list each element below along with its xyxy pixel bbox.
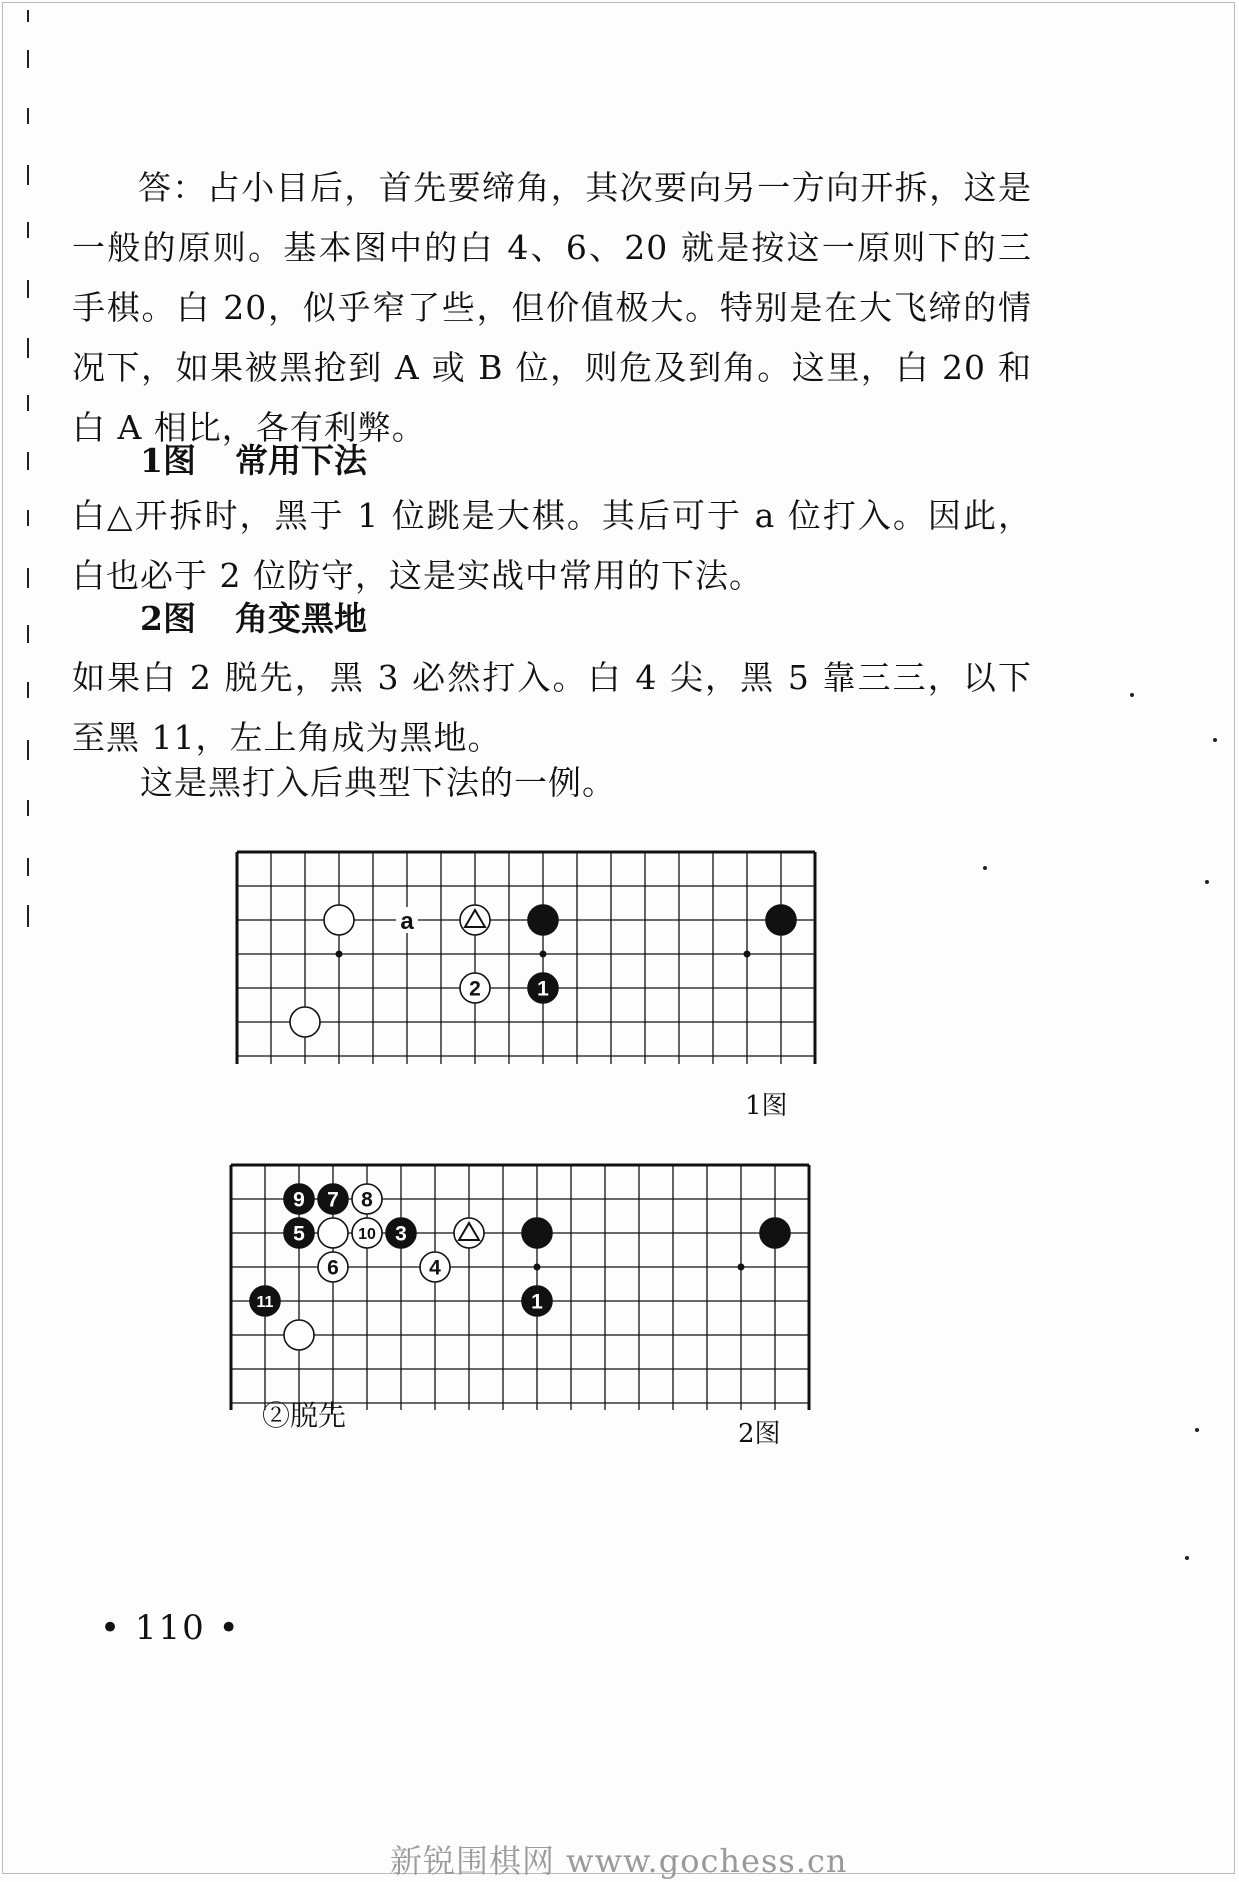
- scan-speck: [1195, 1428, 1199, 1432]
- binding-mark: [27, 568, 29, 588]
- binding-mark: [27, 395, 29, 411]
- binding-mark: [27, 625, 29, 643]
- binding-mark: [27, 222, 29, 238]
- binding-mark: [27, 338, 29, 358]
- fig1-heading: [140, 436, 367, 486]
- stone-label: 1: [531, 1290, 543, 1314]
- black-stone: [766, 905, 796, 935]
- stone-label: 2: [469, 977, 481, 1001]
- white-stone: [420, 1252, 450, 1282]
- scan-speck: [1205, 880, 1209, 884]
- black-stone: [522, 1286, 552, 1316]
- binding-mark: [27, 108, 29, 124]
- black-stone: [386, 1218, 416, 1248]
- white-stone: [318, 1218, 348, 1248]
- scan-speck: [983, 866, 987, 870]
- stone-label: 9: [293, 1188, 305, 1212]
- scan-speck: [1213, 738, 1217, 742]
- stone-label: 4: [429, 1256, 441, 1280]
- fig1-caption: 1图: [745, 1091, 788, 1121]
- scan-speck: [1185, 1556, 1189, 1560]
- fig2-title: 角变黑地: [235, 599, 367, 638]
- black-stone: [522, 1218, 552, 1248]
- white-stone: [284, 1320, 314, 1350]
- binding-mark: [27, 10, 29, 22]
- binding-mark: [27, 905, 29, 927]
- stone-label: 10: [358, 1225, 376, 1243]
- stone-label: 8: [361, 1188, 373, 1212]
- black-stone: [318, 1184, 348, 1214]
- black-stone: [284, 1218, 314, 1248]
- white-stone: [460, 973, 490, 1003]
- stone-label: 3: [395, 1222, 407, 1246]
- binding-mark: [27, 858, 29, 876]
- fig2-caption: 2图: [738, 1419, 781, 1449]
- fig2-description: 如果白 2 脱先，黑 3 必然打入。白 4 尖，黑 5 靠三三，以下至黑 11，左上角成为黑地。: [72, 658, 1032, 757]
- white-stone: [290, 1007, 320, 1037]
- go-diagram-1: [232, 847, 852, 1072]
- stone-label: 5: [293, 1222, 305, 1246]
- star-point: [336, 951, 343, 958]
- fig2-note: ②脱先: [262, 1399, 347, 1432]
- star-point: [540, 951, 547, 958]
- binding-mark: [27, 165, 29, 185]
- star-point: [738, 1264, 745, 1271]
- binding-mark: [27, 50, 29, 68]
- page-number: • 110 •: [100, 1608, 241, 1648]
- fig2-heading: [140, 594, 367, 644]
- go-diagram-2: [226, 1160, 846, 1410]
- white-stone: [352, 1218, 382, 1248]
- white-stone: [324, 905, 354, 935]
- stone-label: 1: [537, 977, 549, 1001]
- fig1-description: 白△开拆时，黑于 1 位跳是大棋。其后可于 a 位打入。因此，白也必于 2 位防守，这是实战中常用的下法。: [72, 496, 1032, 595]
- fig1-title: 常用下法: [235, 441, 367, 480]
- watermark: 新锐围棋网 www.gochess.cn: [390, 1842, 848, 1880]
- black-stone: [284, 1184, 314, 1214]
- black-stone: [528, 905, 558, 935]
- black-stone: [760, 1218, 790, 1248]
- fig2-note-paragraph: 这是黑打入后典型下法的一例。: [140, 763, 616, 802]
- board-letter-a: a: [400, 908, 414, 935]
- binding-mark: [27, 510, 29, 526]
- black-stone: [250, 1286, 280, 1316]
- stone-label: 6: [327, 1256, 339, 1280]
- star-point: [534, 1264, 541, 1271]
- binding-mark: [27, 800, 29, 816]
- white-stone: [454, 1218, 484, 1248]
- white-stone: [460, 905, 490, 935]
- binding-mark: [27, 280, 29, 298]
- fig2-number: 2图: [140, 599, 196, 638]
- black-stone: [528, 973, 558, 1003]
- binding-mark: [27, 740, 29, 760]
- answer-paragraph: 答：占小目后，首先要缔角，其次要向另一方向开拆，这是一般的原则。基本图中的白 4、6、20 就是按这一原则下的三手棋。白 20，似乎窄了些，但价值极大。特别是在大飞缔的情况下，如果被黑抢到 A 或 B 位，则危及到角。这里，白 20 和白 A 相比，各有利弊。: [72, 168, 1032, 447]
- stone-label: 7: [327, 1188, 339, 1212]
- binding-mark: [27, 452, 29, 470]
- star-point: [744, 951, 751, 958]
- scan-speck: [1130, 693, 1134, 697]
- grid-lines: [237, 852, 815, 1064]
- stone-label: 11: [256, 1293, 274, 1311]
- binding-mark: [27, 682, 29, 698]
- fig1-number: 1图: [140, 441, 196, 480]
- white-stone: [352, 1184, 382, 1214]
- white-stone: [318, 1252, 348, 1282]
